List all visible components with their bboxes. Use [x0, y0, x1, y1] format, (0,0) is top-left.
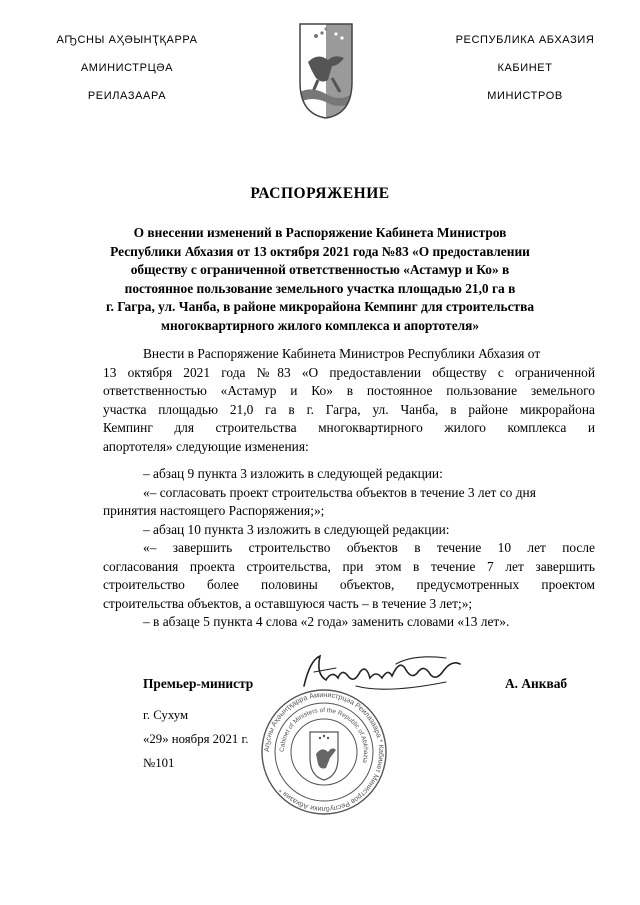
official-seal-stamp — [260, 688, 388, 816]
subject-line: многоквартирного жилого комплекса и апортотеля» — [160, 317, 480, 333]
header-left-line-3: РЕИЛАЗААРА — [87, 90, 167, 102]
header-left-line-1: АҦСНЫ АҲӘЫНҬҚАРРА — [56, 34, 198, 46]
amendment-text: «– завершить строительство объектов в течение 10 лет после — [143, 540, 595, 555]
subject-line: постоянное пользование земельного участка площадью 21,0 га в — [124, 280, 516, 296]
document-place: г. Сухум — [143, 708, 189, 722]
body-line: ответственностью «Астамур и Ко» в постоянное пользование земельного — [103, 383, 595, 398]
amendment-item-2: – абзац 10 пункта 3 изложить в следующей редакции: — [143, 522, 450, 537]
amendment-item-3: – в абзаце 5 пункта 4 слова «2 года» заменить словами «13 лет». — [143, 614, 510, 629]
document-date: «29» ноября 2021 г. — [143, 732, 249, 746]
seal-outer-text: Аҧсны Аҳәынҭқарра Аминистрцәа Реилазаара * Кабинет Министров Республики Абхазия * — [261, 689, 387, 815]
header-right-line-3: МИНИСТРОВ — [487, 90, 563, 102]
seal-emblem-icon — [310, 732, 338, 780]
header-right-line-2: КАБИНЕТ — [497, 62, 553, 74]
subject-line: г. Гагра, ул. Чанба, в районе микрорайона Кемпинг для строительства — [105, 299, 535, 315]
body-line: 13 октября 2021 года №83 «О предоставлении обществу с ограниченной — [103, 365, 595, 380]
body-line: Внести в Распоряжение Кабинета Министров Республики Абхазия от — [143, 346, 541, 361]
body-line: Кемпинг для строительства многоквартирного жилого комплекса и — [103, 420, 595, 435]
document-title: РАСПОРЯЖЕНИЕ — [250, 185, 390, 202]
header-left-line-2: АМИНИСТРЦӘА — [80, 62, 174, 74]
amendment-text: принятия настоящего Распоряжения;»; — [103, 503, 325, 518]
amendment-text: строительство более половины объектов, предусмотренных проектом — [103, 577, 595, 592]
subject-line: Республики Абхазия от 13 октября 2021 года №83 «О предоставлении — [110, 243, 530, 259]
amendment-text: строительства объектов, а оставшуюся часть – в течение 3 лет;»; — [103, 596, 473, 611]
signatory-name: А. Анкваб — [505, 676, 568, 691]
signatory-title: Премьер-министр — [143, 676, 254, 691]
subject-line: обществу с ограниченной ответственностью «Астамур и Ко» в — [130, 262, 510, 278]
header-right-line-1: РЕСПУБЛИКА АБХАЗИЯ — [455, 34, 595, 46]
coat-of-arms-emblem — [298, 22, 354, 120]
amendment-text: «– согласовать проект строительства объектов в течение 3 лет со дня — [143, 485, 536, 500]
body-line: апортотеля» следующие изменения: — [103, 439, 309, 454]
document-subject — [96, 224, 544, 336]
body-line: участка площадью 21,0 га в г. Гагра, ул. Чанба, в районе микрорайона — [103, 402, 595, 417]
amendment-item-1: – абзац 9 пункта 3 изложить в следующей редакции: — [143, 466, 443, 481]
subject-line: О внесении изменений в Распоряжение Кабинета Министров — [133, 225, 507, 240]
seal-inner-text: Cabinet of Ministers of the Republic of Abkhazia — [278, 706, 370, 764]
document-number: №101 — [143, 756, 175, 770]
amendment-text: согласования проекта строительства, при этом в течение 7 лет завершить — [103, 559, 595, 574]
